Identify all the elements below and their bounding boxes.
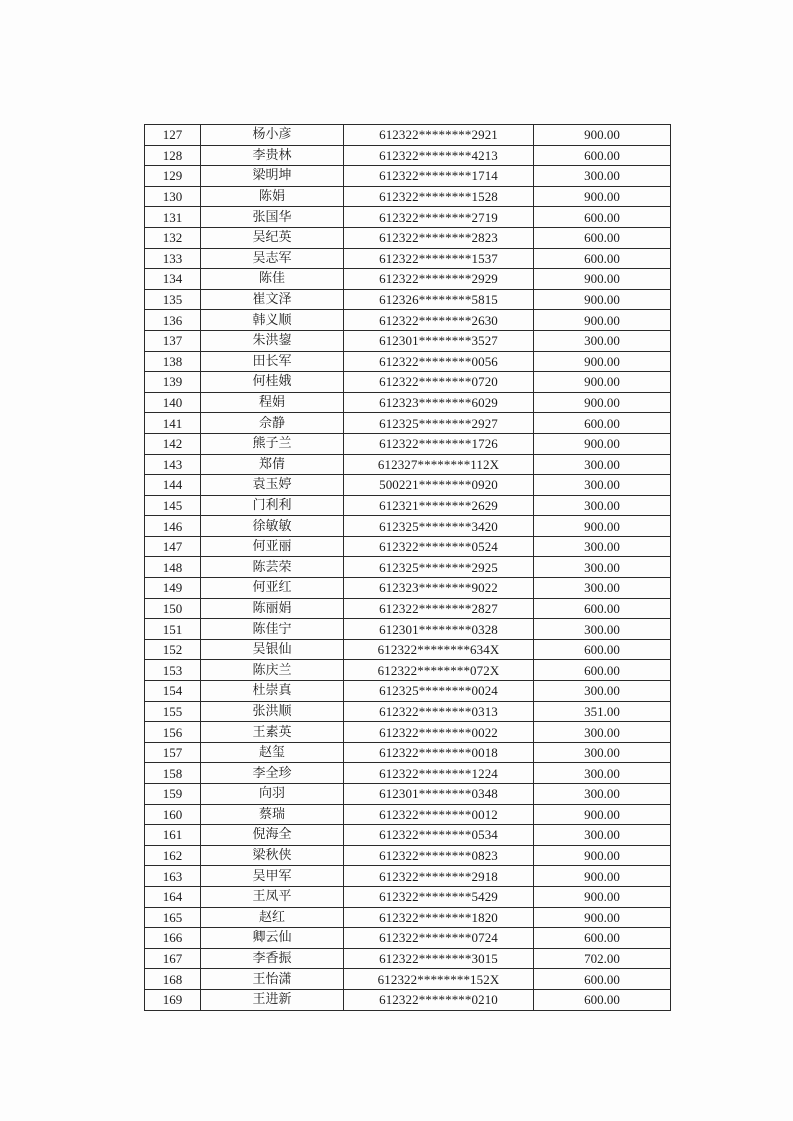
row-number-cell: 150 (145, 598, 201, 619)
person-name-cell: 韩义顺 (201, 310, 344, 331)
amount-cell: 900.00 (534, 845, 671, 866)
table-row (145, 681, 671, 702)
row-number-cell: 151 (145, 619, 201, 640)
id-number-cell: 612322********0022 (344, 722, 534, 743)
amount-cell: 300.00 (534, 681, 671, 702)
row-number-cell: 167 (145, 948, 201, 969)
id-number-cell: 612322********1820 (344, 907, 534, 928)
amount-cell: 900.00 (534, 289, 671, 310)
person-name-cell: 王进新 (201, 989, 344, 1010)
table-row (145, 392, 671, 413)
amount-cell: 600.00 (534, 639, 671, 660)
amount-cell: 600.00 (534, 989, 671, 1010)
id-number-cell: 612325********2927 (344, 413, 534, 434)
person-name-cell: 门利利 (201, 495, 344, 516)
table-row (145, 578, 671, 599)
id-number-cell: 612322********1537 (344, 248, 534, 269)
id-number-cell: 612322********0724 (344, 928, 534, 949)
table-row (145, 825, 671, 846)
id-number-cell: 612322********1714 (344, 166, 534, 187)
row-number-cell: 164 (145, 886, 201, 907)
amount-cell: 300.00 (534, 536, 671, 557)
amount-cell: 900.00 (534, 372, 671, 393)
amount-cell: 300.00 (534, 495, 671, 516)
row-number-cell: 140 (145, 392, 201, 413)
table-row (145, 433, 671, 454)
person-name-cell: 王怡潇 (201, 969, 344, 990)
table-row (145, 330, 671, 351)
id-number-cell: 612322********152X (344, 969, 534, 990)
row-number-cell: 149 (145, 578, 201, 599)
roster-table-body (145, 125, 671, 1011)
row-number-cell: 148 (145, 557, 201, 578)
id-number-cell: 612322********4213 (344, 145, 534, 166)
id-number-cell: 612322********2827 (344, 598, 534, 619)
table-row (145, 598, 671, 619)
id-number-cell: 612322********0056 (344, 351, 534, 372)
amount-cell: 351.00 (534, 701, 671, 722)
person-name-cell: 王素英 (201, 722, 344, 743)
person-name-cell: 郑倩 (201, 454, 344, 475)
person-name-cell: 陈佳宁 (201, 619, 344, 640)
table-row (145, 289, 671, 310)
row-number-cell: 129 (145, 166, 201, 187)
person-name-cell: 陈佳 (201, 269, 344, 290)
id-number-cell: 612322********2823 (344, 227, 534, 248)
table-row (145, 742, 671, 763)
person-name-cell: 李贵林 (201, 145, 344, 166)
amount-cell: 300.00 (534, 166, 671, 187)
id-number-cell: 612322********0720 (344, 372, 534, 393)
person-name-cell: 李全珍 (201, 763, 344, 784)
amount-cell: 900.00 (534, 351, 671, 372)
amount-cell: 900.00 (534, 310, 671, 331)
row-number-cell: 134 (145, 269, 201, 290)
person-name-cell: 陈丽娟 (201, 598, 344, 619)
person-name-cell: 吴志军 (201, 248, 344, 269)
id-number-cell: 612322********0018 (344, 742, 534, 763)
person-name-cell: 程娟 (201, 392, 344, 413)
person-name-cell: 蔡瑞 (201, 804, 344, 825)
table-row (145, 660, 671, 681)
table-row (145, 475, 671, 496)
amount-cell: 300.00 (534, 557, 671, 578)
amount-cell: 300.00 (534, 763, 671, 784)
table-row (145, 227, 671, 248)
person-name-cell: 何亚丽 (201, 536, 344, 557)
person-name-cell: 陈娟 (201, 186, 344, 207)
person-name-cell: 李香振 (201, 948, 344, 969)
person-name-cell: 倪海全 (201, 825, 344, 846)
roster-table (144, 124, 671, 1011)
amount-cell: 600.00 (534, 227, 671, 248)
id-number-cell: 612323********6029 (344, 392, 534, 413)
id-number-cell: 612322********2630 (344, 310, 534, 331)
id-number-cell: 612322********3015 (344, 948, 534, 969)
id-number-cell: 612322********1224 (344, 763, 534, 784)
row-number-cell: 162 (145, 845, 201, 866)
person-name-cell: 何桂娥 (201, 372, 344, 393)
amount-cell: 900.00 (534, 516, 671, 537)
id-number-cell: 612322********1726 (344, 433, 534, 454)
row-number-cell: 138 (145, 351, 201, 372)
person-name-cell: 王凤平 (201, 886, 344, 907)
row-number-cell: 137 (145, 330, 201, 351)
row-number-cell: 130 (145, 186, 201, 207)
id-number-cell: 612301********0348 (344, 784, 534, 805)
amount-cell: 900.00 (534, 804, 671, 825)
amount-cell: 600.00 (534, 598, 671, 619)
person-name-cell: 张洪顺 (201, 701, 344, 722)
table-row (145, 372, 671, 393)
row-number-cell: 136 (145, 310, 201, 331)
row-number-cell: 155 (145, 701, 201, 722)
row-number-cell: 161 (145, 825, 201, 846)
person-name-cell: 向羽 (201, 784, 344, 805)
row-number-cell: 143 (145, 454, 201, 475)
table-row (145, 310, 671, 331)
amount-cell: 900.00 (534, 186, 671, 207)
person-name-cell: 杨小彦 (201, 125, 344, 146)
id-number-cell: 612325********0024 (344, 681, 534, 702)
person-name-cell: 赵玺 (201, 742, 344, 763)
row-number-cell: 165 (145, 907, 201, 928)
person-name-cell: 吴甲军 (201, 866, 344, 887)
person-name-cell: 杜崇真 (201, 681, 344, 702)
amount-cell: 300.00 (534, 784, 671, 805)
table-row (145, 886, 671, 907)
person-name-cell: 袁玉婷 (201, 475, 344, 496)
id-number-cell: 612322********2929 (344, 269, 534, 290)
table-row (145, 413, 671, 434)
person-name-cell: 熊子兰 (201, 433, 344, 454)
amount-cell: 600.00 (534, 969, 671, 990)
person-name-cell: 梁秋侠 (201, 845, 344, 866)
amount-cell: 600.00 (534, 660, 671, 681)
table-row (145, 166, 671, 187)
amount-cell: 900.00 (534, 269, 671, 290)
row-number-cell: 156 (145, 722, 201, 743)
amount-cell: 600.00 (534, 928, 671, 949)
id-number-cell: 612301********0328 (344, 619, 534, 640)
row-number-cell: 168 (145, 969, 201, 990)
row-number-cell: 160 (145, 804, 201, 825)
table-row (145, 207, 671, 228)
id-number-cell: 612322********5429 (344, 886, 534, 907)
amount-cell: 900.00 (534, 866, 671, 887)
id-number-cell: 612321********2629 (344, 495, 534, 516)
id-number-cell: 612322********0534 (344, 825, 534, 846)
person-name-cell: 梁明坤 (201, 166, 344, 187)
row-number-cell: 147 (145, 536, 201, 557)
table-row (145, 557, 671, 578)
row-number-cell: 163 (145, 866, 201, 887)
row-number-cell: 139 (145, 372, 201, 393)
amount-cell: 300.00 (534, 722, 671, 743)
person-name-cell: 陈庆兰 (201, 660, 344, 681)
id-number-cell: 612301********3527 (344, 330, 534, 351)
amount-cell: 300.00 (534, 578, 671, 599)
table-row (145, 351, 671, 372)
amount-cell: 600.00 (534, 207, 671, 228)
row-number-cell: 146 (145, 516, 201, 537)
id-number-cell: 612323********9022 (344, 578, 534, 599)
amount-cell: 600.00 (534, 248, 671, 269)
person-name-cell: 田长军 (201, 351, 344, 372)
table-row (145, 269, 671, 290)
row-number-cell: 142 (145, 433, 201, 454)
table-row (145, 145, 671, 166)
table-row (145, 928, 671, 949)
amount-cell: 300.00 (534, 619, 671, 640)
id-number-cell: 612322********2918 (344, 866, 534, 887)
id-number-cell: 612322********634X (344, 639, 534, 660)
row-number-cell: 153 (145, 660, 201, 681)
id-number-cell: 612325********2925 (344, 557, 534, 578)
row-number-cell: 152 (145, 639, 201, 660)
row-number-cell: 131 (145, 207, 201, 228)
row-number-cell: 144 (145, 475, 201, 496)
row-number-cell: 169 (145, 989, 201, 1010)
amount-cell: 300.00 (534, 475, 671, 496)
id-number-cell: 612322********1528 (344, 186, 534, 207)
row-number-cell: 157 (145, 742, 201, 763)
person-name-cell: 卿云仙 (201, 928, 344, 949)
id-number-cell: 612322********0313 (344, 701, 534, 722)
person-name-cell: 吴纪英 (201, 227, 344, 248)
amount-cell: 300.00 (534, 742, 671, 763)
person-name-cell: 崔文泽 (201, 289, 344, 310)
table-row (145, 969, 671, 990)
amount-cell: 900.00 (534, 907, 671, 928)
id-number-cell: 500221********0920 (344, 475, 534, 496)
row-number-cell: 135 (145, 289, 201, 310)
amount-cell: 702.00 (534, 948, 671, 969)
row-number-cell: 166 (145, 928, 201, 949)
person-name-cell: 徐敏敏 (201, 516, 344, 537)
person-name-cell: 赵红 (201, 907, 344, 928)
id-number-cell: 612322********072X (344, 660, 534, 681)
id-number-cell: 612322********0210 (344, 989, 534, 1010)
table-row (145, 248, 671, 269)
id-number-cell: 612322********2921 (344, 125, 534, 146)
table-row (145, 125, 671, 146)
table-row (145, 948, 671, 969)
amount-cell: 900.00 (534, 433, 671, 454)
id-number-cell: 612327********112X (344, 454, 534, 475)
person-name-cell: 佘静 (201, 413, 344, 434)
row-number-cell: 128 (145, 145, 201, 166)
table-row (145, 536, 671, 557)
amount-cell: 900.00 (534, 886, 671, 907)
person-name-cell: 吴银仙 (201, 639, 344, 660)
amount-cell: 600.00 (534, 413, 671, 434)
person-name-cell: 何亚红 (201, 578, 344, 599)
row-number-cell: 133 (145, 248, 201, 269)
person-name-cell: 陈芸荣 (201, 557, 344, 578)
table-row (145, 495, 671, 516)
table-row (145, 804, 671, 825)
table-row (145, 763, 671, 784)
row-number-cell: 141 (145, 413, 201, 434)
table-row (145, 186, 671, 207)
table-row (145, 454, 671, 475)
id-number-cell: 612325********3420 (344, 516, 534, 537)
table-row (145, 639, 671, 660)
table-row (145, 907, 671, 928)
table-row (145, 619, 671, 640)
amount-cell: 900.00 (534, 392, 671, 413)
amount-cell: 300.00 (534, 454, 671, 475)
table-row (145, 722, 671, 743)
amount-cell: 600.00 (534, 145, 671, 166)
table-row (145, 516, 671, 537)
row-number-cell: 159 (145, 784, 201, 805)
row-number-cell: 158 (145, 763, 201, 784)
id-number-cell: 612326********5815 (344, 289, 534, 310)
row-number-cell: 132 (145, 227, 201, 248)
person-name-cell: 朱洪鋆 (201, 330, 344, 351)
row-number-cell: 154 (145, 681, 201, 702)
person-name-cell: 张国华 (201, 207, 344, 228)
table-row (145, 866, 671, 887)
table-row (145, 701, 671, 722)
table-row (145, 845, 671, 866)
id-number-cell: 612322********0823 (344, 845, 534, 866)
id-number-cell: 612322********0012 (344, 804, 534, 825)
table-row (145, 784, 671, 805)
amount-cell: 900.00 (534, 125, 671, 146)
id-number-cell: 612322********2719 (344, 207, 534, 228)
id-number-cell: 612322********0524 (344, 536, 534, 557)
table-row (145, 989, 671, 1010)
row-number-cell: 127 (145, 125, 201, 146)
amount-cell: 300.00 (534, 825, 671, 846)
row-number-cell: 145 (145, 495, 201, 516)
amount-cell: 300.00 (534, 330, 671, 351)
